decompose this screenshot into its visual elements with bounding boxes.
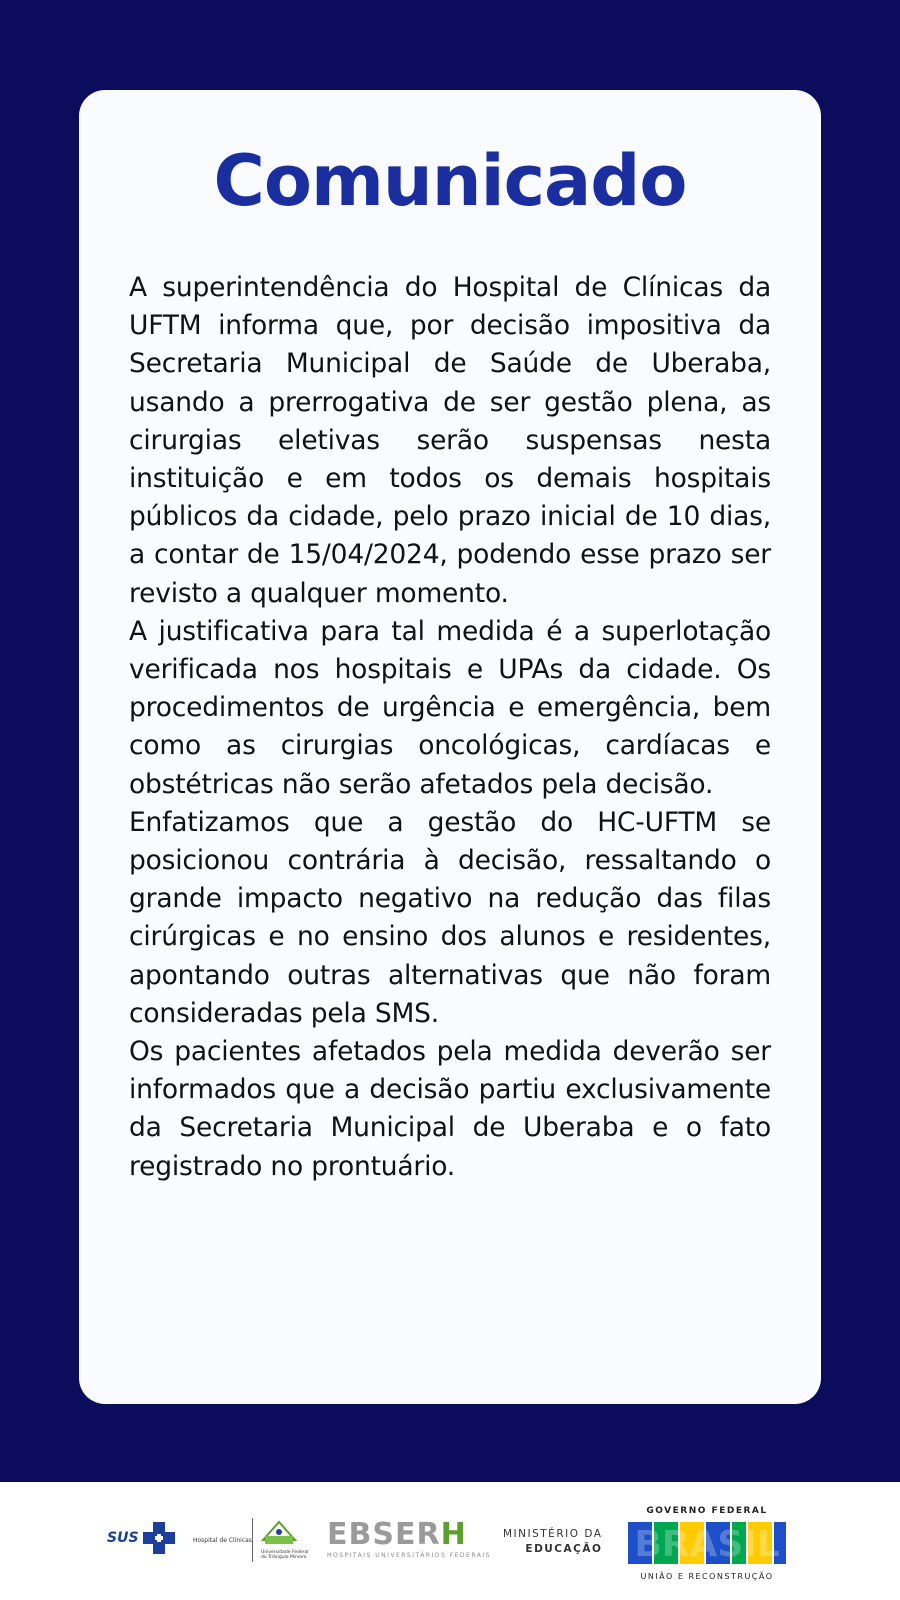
ebserh-h: H [440, 1517, 467, 1552]
footer-logos [0, 1482, 900, 1600]
governo-federal-logo [628, 1506, 786, 1581]
ebserh-logo [327, 1517, 491, 1559]
hospital-label: Hospital de Clínicas [193, 1537, 252, 1544]
paragraph: A justificativa para tal medida é a superlotação verificada nos hospitais e UPAs da cidade. Os procedimentos de urgência e emergência, bem como as cirurgias oncológicas, cardíacas e obstétricas não serão afetados pela decisão. [129, 615, 771, 800]
paragraph: Enfatizamos que a gestão do HC-UFTM se posicionou contrária à decisão, ressaltando o grande impacto negativo na redução das filas cirúrgicas e no ensino dos alunos e residentes, apontando outras alternativas que não foram consideradas pela SMS. [129, 806, 771, 1029]
page-title: Comunicado [213, 140, 687, 222]
ebserh-main-text: EBSER [327, 1517, 441, 1552]
ministerio-line2: EDUCAÇÃO [525, 1543, 603, 1555]
ministerio-educacao-logo [503, 1527, 602, 1557]
uftm-logo [252, 1518, 319, 1562]
gov-brasil-text: BRASIL [634, 1524, 780, 1565]
sus-logo [107, 1520, 177, 1556]
brasil-wordmark-icon [628, 1520, 786, 1566]
uftm-line: do Triângulo Mineiro [261, 1555, 307, 1560]
ebserh-wordmark [327, 1517, 491, 1552]
ebserh-subtitle: HOSPITAIS UNIVERSITÁRIOS FEDERAIS [327, 1552, 491, 1559]
paragraph: Os pacientes afetados pela medida deverão ser informados que a decisão partiu exclusivamente da Secretaria Municipal de Uberaba e o fato registrado no prontuário. [129, 1036, 771, 1182]
uftm-line: Universidade Federal [261, 1550, 309, 1555]
uftm-emblem-icon [261, 1518, 297, 1546]
gov-bottom-label: UNIÃO E RECONSTRUÇÃO [640, 1572, 774, 1581]
sus-label: SUS [107, 1530, 139, 1546]
sus-cross-icon [141, 1520, 177, 1556]
notice-body [129, 269, 771, 1186]
ministerio-line1: MINISTÉRIO DA [503, 1528, 603, 1540]
gov-top-label: GOVERNO FEDERAL [646, 1506, 768, 1516]
paragraph: A superintendência do Hospital de Clínicas da UFTM informa que, por decisão impositiva da Secretaria Municipal de Saúde de Uberaba, usando a prerrogativa de ser gestão plena, as cirurgias eletivas serão suspensas nesta instituição e em todos os demais hospitais públicos da cidade, pelo prazo inicial de 10 dias, a contar de 15/04/2024, podendo esse prazo ser revisto a qualquer momento. [129, 272, 771, 609]
